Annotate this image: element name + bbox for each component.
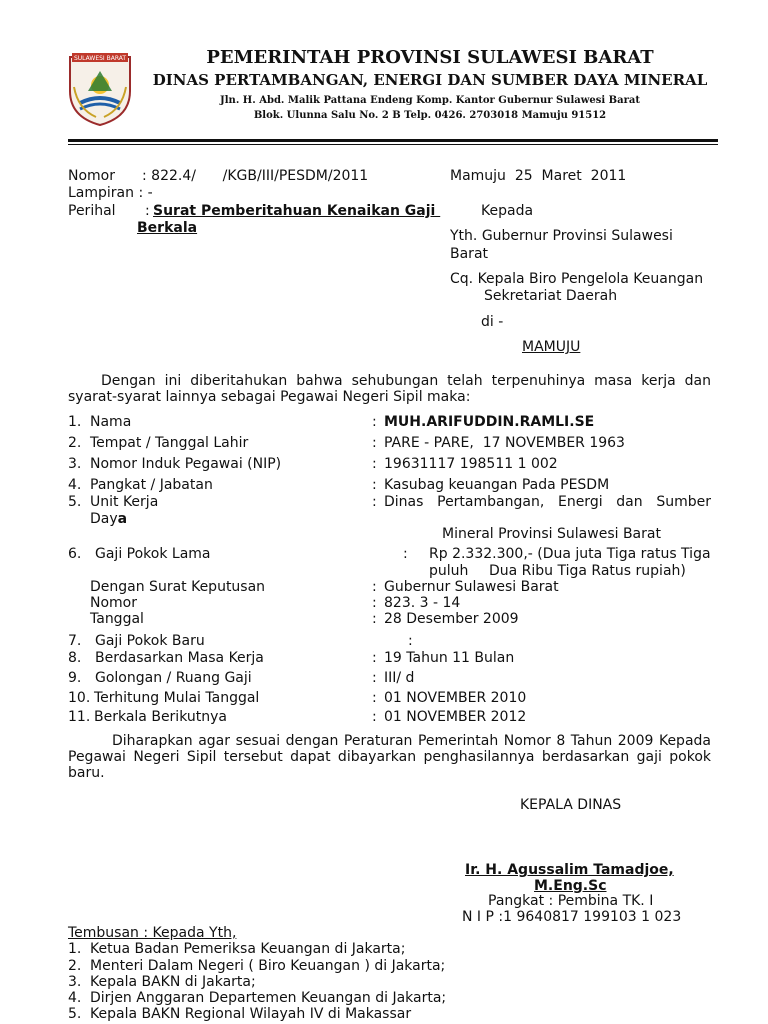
letterhead-address1: Jln. H. Abd. Malik Pattana Endeng Komp. Kantor Gubernur Sulawesi Barat <box>220 95 640 106</box>
item-unit-num: 5. <box>68 494 82 510</box>
item-gaji-lama-value-line2a: puluh <box>429 563 469 579</box>
item-unit-label-cont-text: Day <box>90 511 118 527</box>
recipient-cq-line1: Cq. Kepala Biro Pengelola Keuangan <box>450 271 704 287</box>
item-unit-label: Unit Kerja <box>90 494 159 510</box>
item-berkala-num: 11. <box>68 709 91 725</box>
item-berkala-value: 01 NOVEMBER 2012 <box>384 709 527 725</box>
item-nama-num: 1. <box>68 414 82 430</box>
item-ttl-num: 2. <box>68 435 82 451</box>
item-unit-value-line1: Dinas Pertambangan, Energi dan Sumber <box>384 494 711 510</box>
item-gaji-baru-label: Gaji Pokok Baru <box>95 633 205 649</box>
item-ttl-colon: : <box>372 435 377 451</box>
signature-name-line2: M.Eng.Sc <box>534 878 607 894</box>
tembusan-item: Menteri Dalam Negeri ( Biro Keuangan ) di Jakarta; <box>90 958 446 974</box>
item-nama-value: MUH.ARIFUDDIN.RAMLI.SE <box>384 414 595 430</box>
item-masa-kerja-value: 19 Tahun 11 Bulan <box>384 650 515 666</box>
item-masa-kerja-colon: : <box>372 650 377 666</box>
item-golongan-colon: : <box>372 670 377 686</box>
item-unit-label-cont-bold: a <box>117 511 128 527</box>
tembusan-num: 1. <box>68 941 82 957</box>
item-nip-value: 19631117 198511 1 002 <box>384 456 558 472</box>
letterhead-rule-thin <box>68 144 718 145</box>
item-gaji-lama-label: Gaji Pokok Lama <box>95 546 211 562</box>
signature-pangkat: Pangkat : Pembina TK. I <box>488 893 654 909</box>
item-pangkat-value: Kasubag keuangan Pada PESDM <box>384 477 610 493</box>
signature-name-line1: Ir. H. Agussalim Tamadjoe, <box>465 862 674 878</box>
item-gaji-lama-colon: : <box>403 546 408 562</box>
sk-nomor-colon: : <box>372 595 377 611</box>
perihal-colon: : <box>145 203 150 219</box>
logo-ribbon-text: SULAWESI BARAT <box>73 55 127 62</box>
item-ttl-value: PARE - PARE, 17 NOVEMBER 1963 <box>384 435 625 451</box>
tembusan-num: 2. <box>68 958 82 974</box>
sk-nomor-value: 823. 3 - 14 <box>384 595 461 611</box>
item-unit-label-cont <box>90 511 127 527</box>
perihal-label: Perihal <box>68 203 116 219</box>
sk-value: Gubernur Sulawesi Barat <box>384 579 559 595</box>
letterhead-rule-thick <box>68 139 718 142</box>
intro-paragraph: Dengan ini diberitahukan bahwa sehubungan telah terpenuhinya masa kerja dan syarat-syarat lainnya sebagai Pegawai Negeri Sipil maka: <box>68 373 711 405</box>
nomor-value: : 822.4/ /KGB/III/PESDM/2011 <box>142 168 369 184</box>
sk-tanggal-colon: : <box>372 611 377 627</box>
letterhead-line1: PEMERINTAH PROVINSI SULAWESI BARAT <box>206 47 654 68</box>
sk-label: Dengan Surat Keputusan <box>90 579 266 595</box>
item-gaji-lama-value-line1: Rp 2.332.300,- (Dua juta Tiga ratus Tiga <box>429 546 711 562</box>
item-terhitung-label: Terhitung Mulai Tanggal <box>94 690 260 706</box>
letterhead-line2: DINAS PERTAMBANGAN, ENERGI DAN SUMBER DAYA MINERAL <box>152 71 708 89</box>
closing-paragraph: Diharapkan agar sesuai dengan Peraturan Pemerintah Nomor 8 Tahun 2009 Kepada Pegawai Negeri Sipil tersebut dapat dibayarkan penghasilannya berdasarkan gaji pokok baru. <box>68 733 711 781</box>
sk-nomor-label: Nomor <box>90 595 137 611</box>
tembusan-item: Kepala BAKN Regional Wilayah IV di Makassar <box>90 1006 412 1022</box>
province-emblem-logo <box>66 51 134 127</box>
item-terhitung-value: 01 NOVEMBER 2010 <box>384 690 527 706</box>
item-gaji-baru-num: 7. <box>68 633 82 649</box>
recipient-city: MAMUJU <box>522 339 581 355</box>
item-nip-colon: : <box>372 456 377 472</box>
letterhead-address2: Blok. Ulunna Salu No. 2 B Telp. 0426. 2703018 Mamuju 91512 <box>253 110 607 121</box>
recipient-yth-line1: Yth. Gubernur Provinsi Sulawesi <box>450 228 673 244</box>
letter-date: Mamuju 25 Maret 2011 <box>450 168 627 184</box>
tembusan-num: 5. <box>68 1006 82 1022</box>
item-berkala-label: Berkala Berikutnya <box>94 709 227 725</box>
item-ttl-label: Tempat / Tanggal Lahir <box>90 435 249 451</box>
tembusan-item: Kepala BAKN di Jakarta; <box>90 974 256 990</box>
item-golongan-num: 9. <box>68 670 82 686</box>
recipient-cq-line2: Sekretariat Daerah <box>484 288 618 304</box>
item-gaji-lama-value-line2b: Dua Ribu Tiga Ratus rupiah) <box>489 563 686 579</box>
perihal-subject-line2: Berkala <box>137 220 198 236</box>
kepada-label: Kepada <box>481 203 534 219</box>
item-masa-kerja-num: 8. <box>68 650 82 666</box>
item-pangkat-num: 4. <box>68 477 82 493</box>
item-gaji-lama-num: 6. <box>68 546 82 562</box>
signature-nip: N I P :1 9640817 199103 1 023 <box>462 909 682 925</box>
item-nama-colon: : <box>372 414 377 430</box>
tembusan-item: Dirjen Anggaran Departemen Keuangan di Jakarta; <box>90 990 447 1006</box>
item-terhitung-colon: : <box>372 690 377 706</box>
nomor-label: Nomor <box>68 168 115 184</box>
item-pangkat-colon: : <box>372 477 377 493</box>
perihal-subject-line1: Surat Pemberitahuan Kenaikan Gaji <box>153 203 441 219</box>
item-golongan-value: III/ d <box>384 670 415 686</box>
tembusan-num: 3. <box>68 974 82 990</box>
sk-tanggal-label: Tanggal <box>90 611 144 627</box>
tembusan-item: Ketua Badan Pemeriksa Keuangan di Jakarta; <box>90 941 406 957</box>
tembusan-num: 4. <box>68 990 82 1006</box>
item-berkala-colon: : <box>372 709 377 725</box>
signature-title: KEPALA DINAS <box>520 797 622 813</box>
item-nip-num: 3. <box>68 456 82 472</box>
sk-tanggal-value: 28 Desember 2009 <box>384 611 519 627</box>
item-unit-value-line2: Mineral Provinsi Sulawesi Barat <box>442 526 661 542</box>
item-nama-label: Nama <box>90 414 132 430</box>
tembusan-header: Tembusan : Kepada Yth, <box>68 925 237 941</box>
sk-colon: : <box>372 579 377 595</box>
item-golongan-label: Golongan / Ruang Gaji <box>95 670 252 686</box>
item-gaji-baru-colon: : <box>408 633 413 649</box>
item-masa-kerja-label: Berdasarkan Masa Kerja <box>95 650 264 666</box>
item-terhitung-num: 10. <box>68 690 91 706</box>
item-pangkat-label: Pangkat / Jabatan <box>90 477 213 493</box>
item-unit-colon: : <box>372 494 377 510</box>
recipient-di: di - <box>481 314 504 330</box>
item-nip-label: Nomor Induk Pegawai (NIP) <box>90 456 282 472</box>
lampiran: Lampiran : - <box>68 185 153 201</box>
recipient-yth-line2: Barat <box>450 246 489 262</box>
